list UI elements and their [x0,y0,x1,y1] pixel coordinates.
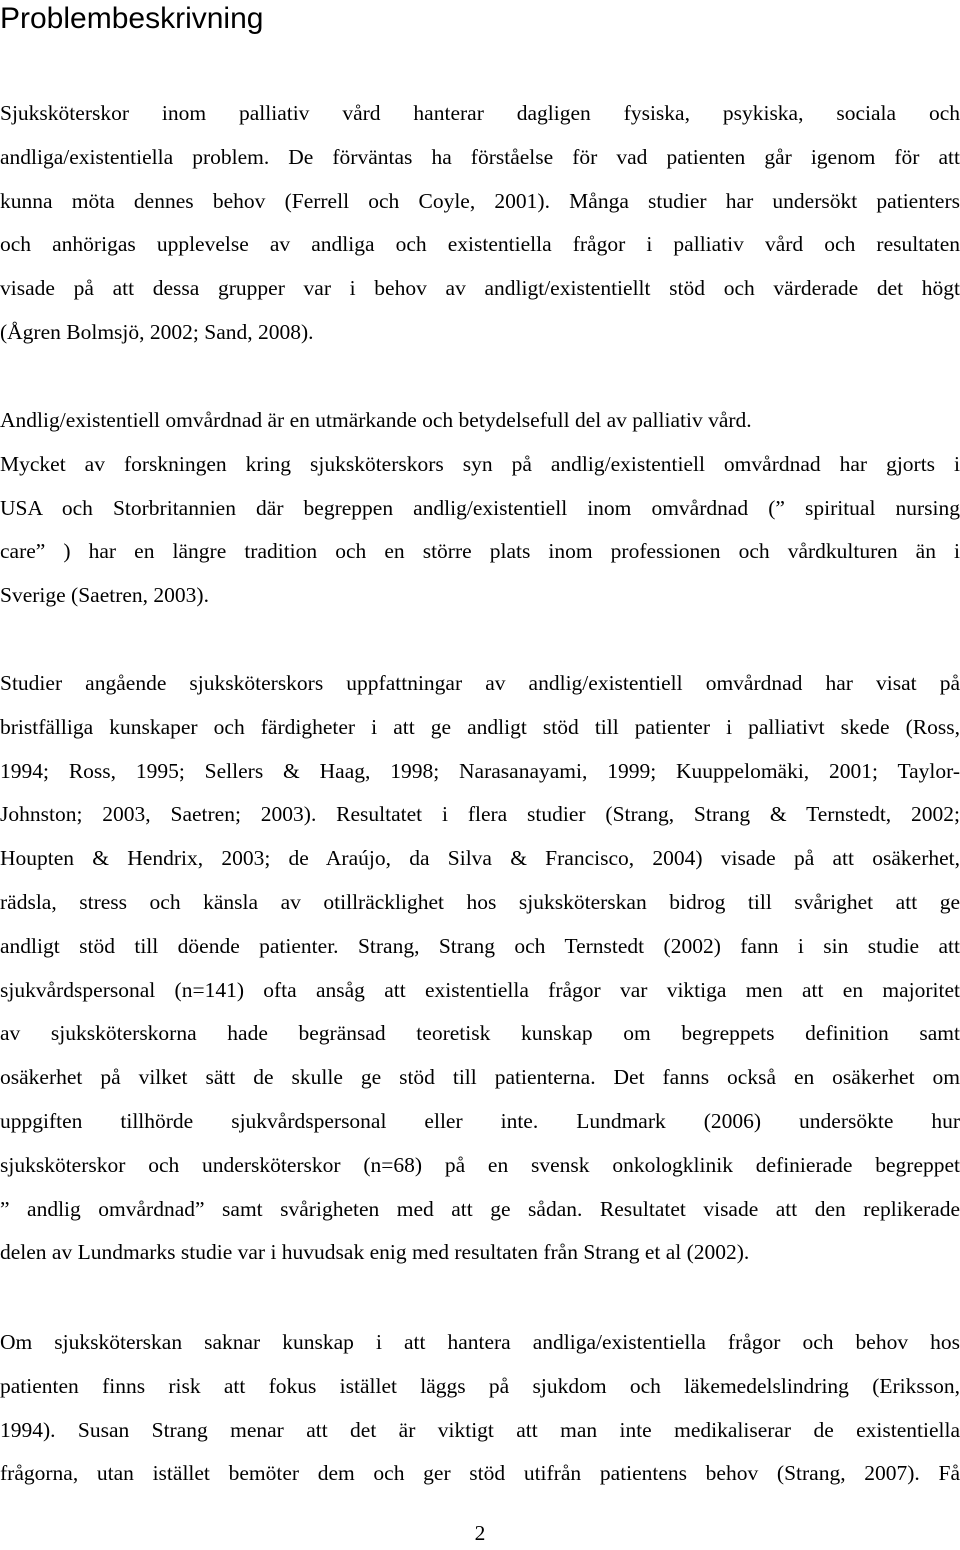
text-line: Mycket av forskningen kring sjuksköterskors syn på andlig/existentiell omvårdnad har gjorts i [0,451,960,476]
text-line: delen av Lundmarks studie var i huvudsak enig med resultaten från Strang et al (2002). [0,1240,750,1265]
text-line: av sjuksköterskorna hade begränsad teoretisk kunskap om begreppets definition samt [0,1021,960,1046]
text-line: kunna möta dennes behov (Ferrell och Coyle, 2001). Många studier har undersökt patienters [0,188,960,213]
text-line: Houpten & Hendrix, 2003; de Araújo, da Silva & Francisco, 2004) visade på att osäkerhet, [0,846,960,871]
text-line: visade på att dessa grupper var i behov av andligt/existentiellt stöd och värderade det högt [0,276,960,301]
text-line: patienten finns risk att fokus istället läggs på sjukdom och läkemedelslindring (Eriksson, [0,1373,960,1398]
text-line: andligt stöd till döende patienter. Strang, Strang och Ternstedt (2002) fann i sin studie att [0,933,960,958]
paragraph-2 [0,399,960,618]
text-line: 1994; Ross, 1995; Sellers & Haag, 1998; Narasanayami, 1999; Kuuppelomäki, 2001; Taylor- [0,758,960,783]
text-line: Sverige (Saetren, 2003). [0,583,209,608]
text-line: sjuksköterskor och undersköterskor (n=68) på en svensk onkologklinik definierade begreppet [0,1152,960,1177]
paragraph-4 [0,1321,960,1496]
text-line: uppgiften tillhörde sjukvårdspersonal eller inte. Lundmark (2006) undersökte hur [0,1108,960,1133]
text-line: Sjuksköterskor inom palliativ vård hanterar dagligen fysiska, psykiska, sociala och [0,101,960,125]
section-heading: Problembeskrivning [0,2,264,35]
text-line: bristfälliga kunskaper och färdigheter i att ge andligt stöd till patienter i palliativt skede (Ross, [0,714,960,739]
text-line: Johnston; 2003, Saetren; 2003). Resultatet i flera studier (Strang, Strang & Ternstedt, 2002; [0,802,960,827]
text-line: ” andlig omvårdnad” samt svårigheten med att ge sådan. Resultatet visade att den replikerade [0,1196,960,1221]
paragraph-3 [0,662,960,1275]
text-line: Andlig/existentiell omvårdnad är en utmärkande och betydelsefull del av palliativ vård. [0,408,752,432]
text-line: 1994). Susan Strang menar att det är viktigt att man inte medikaliserar de existentiella [0,1417,960,1442]
text-line: USA och Storbritannien där begreppen andlig/existentiell inom omvårdnad (” spiritual nursing [0,495,960,520]
text-line: sjukvårdspersonal (n=141) ofta ansåg att existentiella frågor var viktiga men att en majoritet [0,977,960,1002]
paragraph-1 [0,92,960,355]
text-line: (Ågren Bolmsjö, 2002; Sand, 2008). [0,319,314,344]
text-line: frågorna, utan istället bemöter dem och ger stöd utifrån patientens behov (Strang, 2007). Få [0,1461,960,1486]
text-line: care” ) har en längre tradition och en större plats inom professionen och vårdkulturen än i [0,539,960,564]
text-line: osäkerhet på vilket sätt de skulle ge stöd till patienterna. Det fanns också en osäkerhet om [0,1065,960,1090]
text-line: och anhörigas upplevelse av andliga och existentiella frågor i palliativ vård och resultaten [0,232,960,257]
text-line: Studier angående sjuksköterskors uppfattningar av andlig/existentiell omvårdnad har visat på [0,671,960,695]
page-number: 2 [474,1521,486,1545]
text-line: rädsla, stress och känsla av otillräcklighet hos sjuksköterskan bidrog till svårighet att ge [0,889,960,914]
text-line: Om sjuksköterskan saknar kunskap i att hantera andliga/existentiella frågor och behov hos [0,1330,960,1354]
text-line: andliga/existentiella problem. De förväntas ha förståelse för vad patienten går igenom för att [0,144,960,169]
